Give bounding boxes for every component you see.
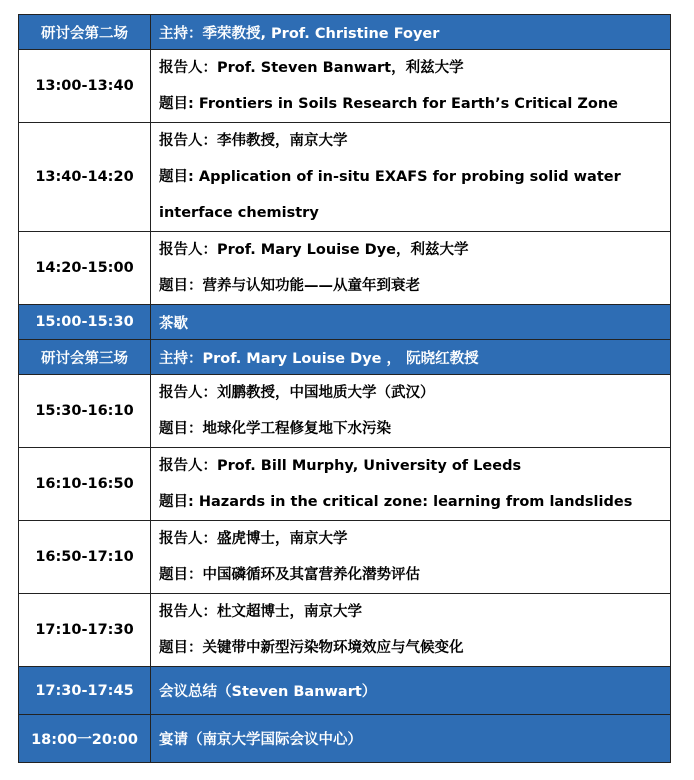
table-row (19, 448, 671, 521)
time-slot: 14:20-15:00 (19, 232, 151, 305)
talk-info (151, 50, 671, 123)
table-row (19, 594, 671, 667)
table-row (19, 232, 671, 305)
speaker: 报告人：Prof. Bill Murphy, University of Leeds (159, 458, 522, 474)
talk-title: 题目：中国磷循环及其富营养化潜势评估 (159, 567, 420, 583)
tea-break-row (19, 305, 671, 340)
time-slot: 15:00-15:30 (19, 305, 151, 340)
speaker: 报告人：刘鹏教授，中国地质大学（武汉） (159, 385, 435, 401)
time-slot: 16:10-16:50 (19, 448, 151, 521)
talk-title: 题目：营养与认知功能——从童年到衰老 (159, 278, 420, 294)
talk-info (151, 448, 671, 521)
speaker: 报告人：杜文超博士，南京大学 (159, 604, 362, 620)
time-slot: 17:10-17:30 (19, 594, 151, 667)
time-slot: 18:00一20:00 (19, 715, 151, 763)
talk-title: 题目: Application of in-situ EXAFS for probing solid water (159, 169, 621, 185)
session-header-row (19, 340, 671, 375)
time-slot: 16:50-17:10 (19, 521, 151, 594)
talk-title: 题目：地球化学工程修复地下水污染 (159, 421, 391, 437)
time-slot: 13:40-14:20 (19, 123, 151, 232)
talk-info (151, 123, 671, 232)
talk-title: 题目: Hazards in the critical zone: learning from landslides (159, 494, 633, 510)
session-header-row (19, 15, 671, 50)
banquet-row (19, 715, 671, 763)
summary-row (19, 667, 671, 715)
talk-info (151, 594, 671, 667)
table-row (19, 123, 671, 232)
speaker: 报告人：Prof. Steven Banwart，利兹大学 (159, 60, 464, 76)
talk-title-continued: interface chemistry (159, 205, 319, 221)
talk-title: 题目：关键带中新型污染物环境效应与气候变化 (159, 640, 464, 656)
session-chair: 主持：季荣教授, Prof. Christine Foyer (151, 15, 671, 50)
talk-info (151, 375, 671, 448)
speaker: 报告人：Prof. Mary Louise Dye，利兹大学 (159, 242, 469, 258)
table-row (19, 50, 671, 123)
table-row (19, 375, 671, 448)
speaker: 报告人：盛虎博士，南京大学 (159, 531, 348, 547)
summary-label: 会议总结（Steven Banwart） (151, 667, 671, 715)
schedule-table (18, 14, 671, 763)
time-slot: 15:30-16:10 (19, 375, 151, 448)
talk-title: 题目: Frontiers in Soils Research for Earth’s Critical Zone (159, 96, 619, 112)
time-slot: 13:00-13:40 (19, 50, 151, 123)
session-label: 研讨会第三场 (19, 340, 151, 375)
session-label: 研讨会第二场 (19, 15, 151, 50)
banquet-label: 宴请（南京大学国际会议中心） (151, 715, 671, 763)
tea-break-label: 茶歇 (151, 305, 671, 340)
time-slot: 17:30-17:45 (19, 667, 151, 715)
table-row (19, 521, 671, 594)
talk-info (151, 521, 671, 594)
session-chair: 主持：Prof. Mary Louise Dye ， 阮晓红教授 (151, 340, 671, 375)
speaker: 报告人：李伟教授，南京大学 (159, 133, 348, 149)
talk-info (151, 232, 671, 305)
